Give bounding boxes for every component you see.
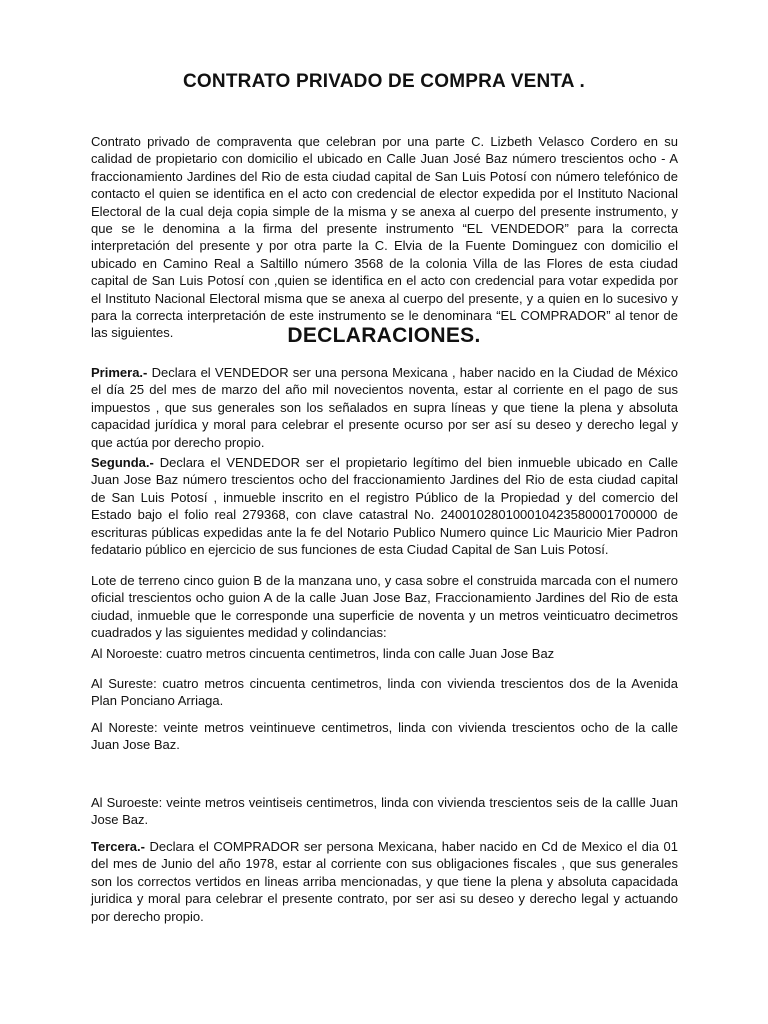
declaracion-segunda — [91, 454, 678, 558]
primera-label: Primera.- — [91, 365, 148, 380]
segunda-text: Declara el VENDEDOR ser el propietario legítimo del bien inmueble ubicado en Calle Juan Jose Baz número trescientos ocho del fraccionamiento Jardines del Rio de esta ciudad capital de San Luis Potosí , inmueble inscrito en el registro Público de la Propiedad y del comercio del Estado bajo el folio real 279368, con clave catastral No. 240010280100010423580001700000 de escrituras públicas expedidas ante la fe del Notario Publico Numero quince Lic Mauricio Mier Padron fedatario público en ejercicio de sus funciones de esta Ciudad Capital de San Luis Potosí. — [91, 455, 678, 558]
declaraciones-heading: DECLARACIONES. — [287, 324, 481, 347]
lote-paragraph: Lote de terreno cinco guion B de la manzana uno, y casa sobre el construida marcada con el numero oficial trescientos ocho guion A de la calle Juan Jose Baz, Fraccionamiento Jardines del Rio de esta ciudad, inmueble que le corresponde una superficie de noventa y un metros veinticuatro decimetros cuadrados y las siguientes medidad y colindancias: — [91, 573, 678, 641]
tercera-label: Tercera.- — [91, 839, 145, 854]
colindancia-sureste: Al Sureste: cuatro metros cincuenta centimetros, linda con vivienda trescientos dos de la Avenida Plan Ponciano Arriaga. — [91, 676, 678, 709]
tercera-text: Declara el COMPRADOR ser persona Mexicana, haber nacido en Cd de Mexico el dia 01 del mes de Junio del año 1978, estar al corriente con sus obligaciones fiscales , que sus generales son los correctos vertidos en lineas arriba mencionadas, y que tiene la plena y absoluta capacidada juridica y moral para celebrar el presente contrato, por ser asi su deseo y derecho legal y actuando por derecho propio. — [91, 839, 678, 924]
segunda-label: Segunda.- — [91, 455, 154, 470]
colindancia-suroeste: Al Suroeste: veinte metros veintiseis centimetros, linda con vivienda trescientos seis de la callle Juan Jose Baz. — [91, 795, 678, 828]
colindancia-noroeste: Al Noroeste: cuatro metros cincuenta centimetros, linda con calle Juan Jose Baz — [91, 646, 555, 661]
document-title: CONTRATO PRIVADO DE COMPRA VENTA . — [183, 71, 585, 92]
declaracion-tercera — [91, 838, 678, 925]
intro-paragraph: Contrato privado de compraventa que celebran por una parte C. Lizbeth Velasco Cordero en su calidad de propietario con domicilio el ubicado en Calle Juan José Baz número trescientos ocho - A fraccionamiento Jardines del Rio de esta ciudad capital de San Luis Potosí con número telefónico de contacto el quien se identifica en el acto con credencial de elector expedida por el Instituto Nacional Electoral de la cual deja copia simple de la misma y se anexa al cuerpo del presente instrumento, y que se le denomina a la firma del presente instrumento “EL VENDEDOR” para la correcta interpretación del presente y por otra parte la C. Elvia de la Fuente Dominguez con domicilio el ubicado en Camino Real a Saltillo número 3568 de la colonia Villa de las Flores de esta ciudad capital de San Luis Potosí con ,quien se identifica en el acto con credencial para votar expedida por el Instituto Nacional Electoral misma que se anexa al cuerpo del presente, y a quien en lo sucesivo y para la correcta interpretación de este instrumento se le denominara “EL COMPRADOR” al tenor de las siguientes. — [91, 134, 678, 341]
colindancia-noreste: Al Noreste: veinte metros veintinueve centimetros, linda con vivienda trescientos ocho de la calle Juan Jose Baz. — [91, 720, 678, 753]
declaracion-primera — [91, 364, 678, 451]
primera-text: Declara el VENDEDOR ser una persona Mexicana , haber nacido en la Ciudad de México el día 25 del mes de marzo del año mil novecientos noventa, estar al corriente en el pago de sus impuestos , que sus generales son los señalados en supra líneas y que tiene la plena y absoluta capacidad jurídica y moral para celebrar el presente ocurso por ser así su deseo y derecho legal y que actúa por derecho propio. — [91, 365, 678, 450]
